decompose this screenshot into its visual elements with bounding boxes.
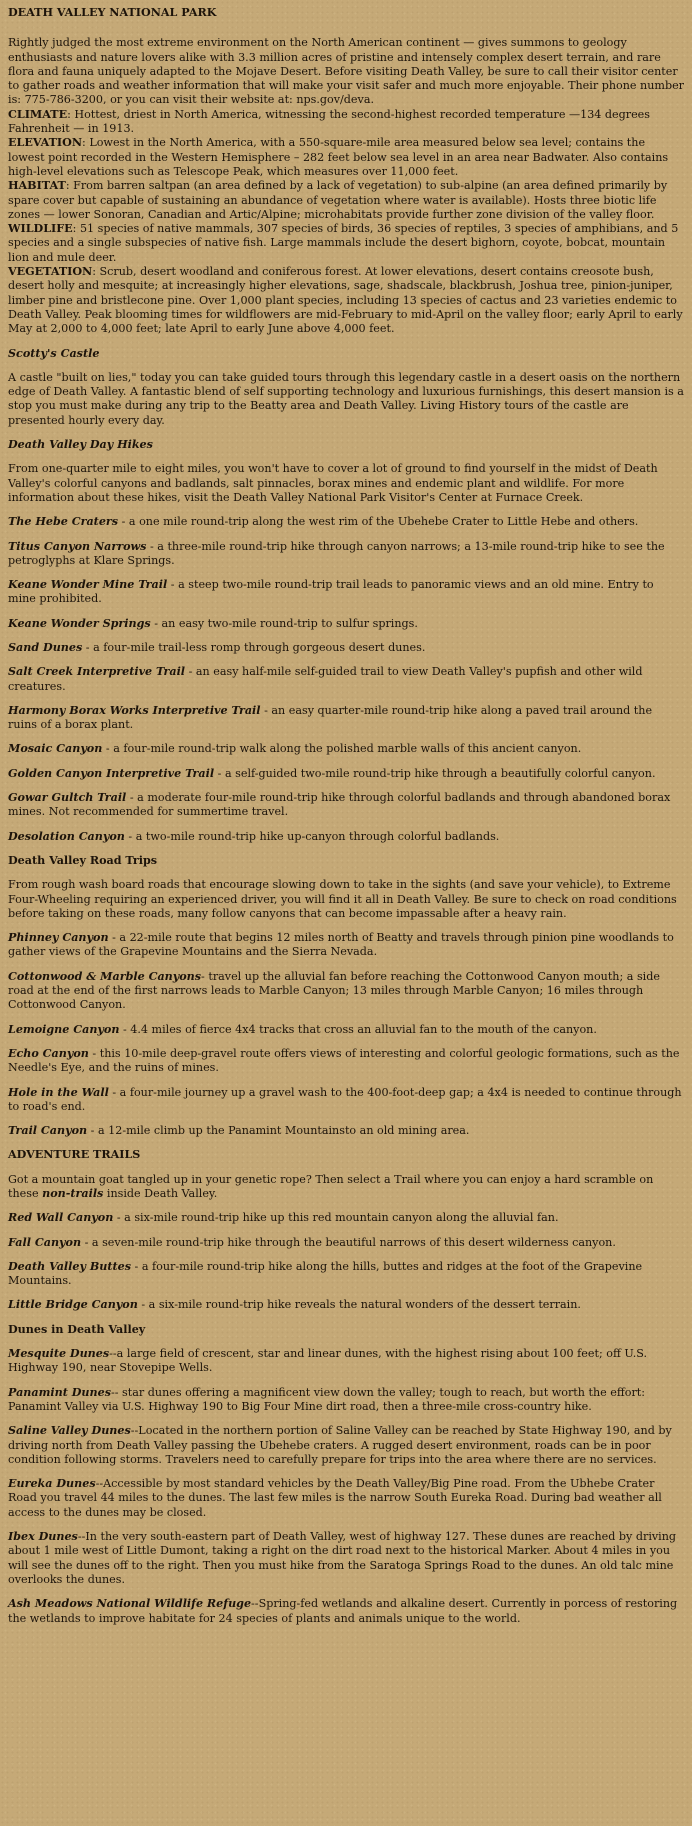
item-name: Death Valley Buttes — [8, 1259, 132, 1273]
item-text: - an easy two-mile round-trip to sulfur springs. — [150, 616, 418, 630]
item-text: - a 22-mile route that begins 12 miles north of Beatty and travels through pinion pine woodlands to gather views of the Grapevine Mountains and the Sierra Nevada. — [8, 931, 674, 959]
list-item — [8, 578, 684, 607]
item-name: Titus Canyon Narrows — [8, 539, 147, 553]
list-item — [8, 1211, 684, 1225]
item-name: Mosaic Canyon — [8, 742, 103, 756]
list-item — [8, 1477, 684, 1520]
list-item — [8, 641, 684, 655]
list-item — [8, 665, 684, 694]
item-text: - a moderate four-mile round-trip hike through colorful badlands and through abandoned borax mines. Not recommended for summertime travel. — [8, 791, 671, 819]
list-item — [8, 1424, 684, 1467]
fact-text: : From barren saltpan (an area defined by a lack of vegetation) to sub-alpine (an area defined primarily by spare cover but capable of sustaining an abundance of vegetation where water is available). Hosts three biotic life zones — lower Sonoran, Canadian and Artic/Alpine; microhabitats provide further zone division of the valley floor. — [8, 179, 668, 221]
item-name: Red Wall Canyon — [8, 1211, 114, 1225]
item-name: Little Bridge Canyon — [8, 1298, 138, 1312]
item-name: Golden Canyon Interpretive Trail — [8, 766, 215, 780]
adventure-trails-intro — [8, 1173, 684, 1202]
list-item — [8, 1386, 684, 1415]
item-text: -- star dunes offering a magnificent view down the valley; tough to reach, but worth the effort: Panamint Valley via U.S. Highway 190 to Big Four Mine dirt road, then a three-mile cross-country hike. — [8, 1385, 646, 1413]
day-hikes-intro: From one-quarter mile to eight miles, you won't have to cover a lot of ground to find yourself in the midst of Death Valley's colorful canyons and badlands, salt pinnacles, borax mines and endemic plant and wildlife. For more information about these hikes, visit the Death Valley National Park Visitor's Center at Furnace Creek. — [8, 462, 658, 504]
list-item — [8, 1530, 684, 1587]
item-name: Salt Creek Interpretive Trail — [8, 665, 186, 679]
item-name: Keane Wonder Mine Trail — [8, 578, 168, 592]
fact-text: : Scrub, desert woodland and coniferous forest. At lower elevations, desert contains creosote bush, desert holly and mesquite; at increasingly higher elevations, sage, shadscale, blackbrush, Joshua tree, pinion-juniper, limber pine and bristlecone pine. Over 1,000 plant species, including 13 species of cactus and 23 varieties endemic to Death Valley. Peak blooming times for wildflowers are mid-February to mid-April on the valley floor; early April to early May at 2,000 to 4,000 feet; late April to early June above 4,000 feet. — [8, 265, 683, 336]
fact-vegetation — [8, 265, 684, 336]
section-heading-dunes: Dunes in Death Valley — [8, 1322, 146, 1336]
item-text: --a large field of crescent, star and linear dunes, with the highest rising about 100 feet; off U.S. Highway 190, near Stovepipe Wells. — [8, 1347, 648, 1375]
item-name: Gowar Gultch Trail — [8, 791, 127, 805]
section-heading-road-trips: Death Valley Road Trips — [8, 853, 158, 867]
list-item — [8, 931, 684, 960]
list-item — [8, 742, 684, 756]
section-heading-scottys-castle: Scotty's Castle — [8, 346, 100, 360]
item-name: Trail Canyon — [8, 1124, 88, 1138]
fact-habitat — [8, 179, 684, 222]
intro-paragraph: Rightly judged the most extreme environment on the North American continent — gives summons to geology enthusiasts and nature lovers alike with 3.3 million acres of pristine and intensely complex desert terrain, and rare flora and fauna uniquely adapted to the Mojave Desert. Before visiting Death Valley, be sure to call their visitor center to gather roads and weather information that will make your visit safer and much more enjoyable. Their phone number is: 775-786-3200, or you can visit their website at: nps.gov/deva. — [8, 36, 684, 107]
item-name: Panamint Dunes — [8, 1385, 111, 1399]
item-name: Desolation Canyon — [8, 829, 125, 843]
list-item — [8, 970, 684, 1013]
fact-label: VEGETATION — [8, 265, 93, 279]
item-name: Keane Wonder Springs — [8, 616, 151, 630]
list-item — [8, 1298, 684, 1312]
item-name: Saline Valley Dunes — [8, 1424, 131, 1438]
item-text: --In the very south-eastern part of Death Valley, west of highway 127. These dunes are reached by driving about 1 mile west of Little Dumont, taking a right on the dirt road next to the historical Marker. About 4 miles in you will see the dunes off to the right. Then you must hike from the Saratoga Springs Road to the dunes. An old talc mine overlooks the dunes. — [8, 1530, 677, 1586]
list-item — [8, 791, 684, 820]
item-text: --Spring-fed wetlands and alkaline desert. Currently in porcess of restoring the wetlands to improve habitate for 24 species of plants and animals unique to the world. — [8, 1597, 678, 1625]
dunes-list — [8, 1347, 684, 1626]
list-item — [8, 1597, 684, 1626]
item-text: --Accessible by most standard vehicles by the Death Valley/Big Pine road. From the Ubhebe Crater Road you travel 44 miles to the dunes. The last few miles is the narrow South Eureka Road. During bad weather all access to the dunes may be closed. — [8, 1477, 662, 1519]
item-text: - a one mile round-trip along the west rim of the Ubehebe Crater to Little Hebe and others. — [118, 515, 639, 529]
list-item — [8, 1023, 684, 1037]
fact-elevation — [8, 136, 684, 179]
list-item — [8, 830, 684, 844]
section-heading-day-hikes: Death Valley Day Hikes — [8, 438, 153, 452]
item-text: - a four-mile round-trip hike along the hills, buttes and ridges at the foot of the Grapevine Mountains. — [8, 1259, 643, 1288]
intro-text: inside Death Valley. — [103, 1187, 218, 1200]
item-text: - a six-mile round-trip hike reveals the natural wonders of the dessert terrain. — [137, 1298, 581, 1312]
fact-label: ELEVATION — [8, 136, 83, 150]
item-name: Ibex Dunes — [8, 1530, 78, 1544]
fact-text: : 51 species of native mammals, 307 species of birds, 36 species of reptiles, 3 species of amphibians, and 5 species and a single subspecies of native fish. Large mammals include the desert bighorn, coyote, bobcat, mountain lion and mule deer. — [8, 222, 679, 264]
item-name: Echo Canyon — [8, 1046, 89, 1060]
item-text: - 4.4 miles of fierce 4x4 tracks that cross an alluvial fan to the mouth of the canyon. — [119, 1022, 597, 1036]
road-trips-list — [8, 931, 684, 1138]
item-text: condition following storms. Travelers need to carefully prepare for trips into the area where there are no services. — [8, 1452, 657, 1466]
fact-wildlife — [8, 222, 684, 265]
item-name: Mesquite Dunes — [8, 1347, 110, 1361]
list-item — [8, 704, 684, 733]
list-item — [8, 1260, 684, 1289]
intro-text: Got a mountain goat tangled up in your genetic rope? Then select a Trail where you can enjoy a hard scramble on these — [8, 1172, 654, 1200]
list-item — [8, 515, 684, 529]
section-heading-adventure-trails: ADVENTURE TRAILS — [8, 1148, 141, 1162]
item-text: - a six-mile round-trip hike up this red mountain canyon along the alluvial fan. — [113, 1211, 559, 1225]
item-name: Phinney Canyon — [8, 931, 109, 945]
item-name: Fall Canyon — [8, 1235, 82, 1249]
item-text: --Located in the northern portion of Saline Valley can be reached by State Highway 190, and by driving north from Death Valley passing the Ubehebe craters. A rugged desert environment, roads can be in poor — [8, 1424, 672, 1452]
scottys-castle-paragraph: A castle "built on lies," today you can take guided tours through this legendary castle in a desert oasis on the northern edge of Death Valley. A fantastic blend of self supporting technology and luxurious furnishings, this desert mansion is a stop you must make during any trip to the Beatty area and Death Valley. Living History tours of the castle are presented hourly every day. — [8, 370, 684, 427]
emphasis-text: non-trails — [42, 1187, 104, 1200]
item-text: - a four-mile journey up a gravel wash to the 400-foot-deep gap; a 4x4 is needed to continue through to road's end. — [8, 1085, 682, 1113]
list-item — [8, 1347, 684, 1376]
item-text: - an easy quarter-mile round-trip hike along a paved trail around the ruins of a borax plant. — [8, 703, 653, 732]
item-name: Sand Dunes — [8, 640, 83, 654]
fact-text: : Lowest in the North America, with a 550-square-mile area measured below sea level; contains the lowest point recorded in the Western Hemisphere – 282 feet below sea level in an area near Badwater. Also contains high-level elevations such as Telescope Peak, which measures over 11,000 feet. — [8, 136, 669, 178]
fact-label: HABITAT — [8, 179, 66, 193]
list-item — [8, 1086, 684, 1115]
adventure-trails-list — [8, 1211, 684, 1312]
item-name: Cottonwood & Marble Canyons — [8, 969, 202, 983]
list-item — [8, 617, 684, 631]
item-name: Harmony Borax Works Interpretive Trail — [8, 703, 261, 717]
list-item — [8, 767, 684, 781]
list-item — [8, 540, 684, 569]
fact-text: : Hottest, driest in North America, witnessing the second-highest recorded temperature —134 degrees Fahrenheit — in 1913. — [8, 107, 650, 136]
item-text: - a 12-mile climb up the Panamint Mountainsto an old mining area. — [87, 1124, 470, 1138]
item-text: - this 10-mile deep-gravel route offers views of interesting and colorful geologic formations, such as the Needle's Eye, and the ruins of mines. — [8, 1046, 680, 1075]
item-name: Hole in the Wall — [8, 1085, 109, 1099]
item-text: - a four-mile round-trip walk along the polished marble walls of this ancient canyon. — [102, 742, 582, 756]
item-text: - a four-mile trail-less romp through gorgeous desert dunes. — [82, 640, 426, 654]
day-hikes-list — [8, 515, 684, 844]
item-name: Eureka Dunes — [8, 1477, 96, 1491]
item-text: - a seven-mile round-trip hike through the beautiful narrows of this desert wilderness canyon. — [81, 1235, 616, 1249]
item-text: - an easy half-mile self-guided trail to view Death Valley's pupfish and other wild creatures. — [8, 665, 643, 693]
list-item — [8, 1047, 684, 1076]
road-trips-intro: From rough wash board roads that encourage slowing down to take in the sights (and save your vehicle), to Extreme Four-Wheeling requiring an experienced driver, you will find it all in Death Valley. Be sure to check on road conditions before taking on these roads, many follow canyons that can become impassable after a heavy rain. — [8, 878, 677, 920]
item-text: - a three-mile round-trip hike through canyon narrows; a 13-mile round-trip hike to see the petroglyphs at Klare Springs. — [8, 539, 665, 567]
fact-label: WILDLIFE — [8, 222, 73, 236]
fact-climate — [8, 108, 684, 137]
list-item — [8, 1236, 684, 1250]
item-name: Ash Meadows National Wildlife Refuge — [8, 1597, 252, 1611]
item-text: - travel up the alluvial fan before reaching the Cottonwood Canyon mouth; a side road at the end of the first narrows leads to Marble Canyon; 13 miles through Marble Canyon; 16 miles through Cottonwood Canyon. — [8, 969, 660, 1012]
facts-list — [8, 108, 684, 337]
list-item — [8, 1124, 684, 1138]
item-text: - a self-guided two-mile round-trip hike through a beautifully colorful canyon. — [214, 766, 656, 780]
item-text: - a two-mile round-trip hike up-canyon through colorful badlands. — [124, 829, 500, 843]
item-name: Lemoigne Canyon — [8, 1022, 120, 1036]
page-title: DEATH VALLEY NATIONAL PARK — [8, 6, 217, 19]
fact-label: CLIMATE — [8, 107, 68, 121]
item-name: The Hebe Craters — [8, 515, 119, 529]
item-text: - a steep two-mile round-trip trail leads to panoramic views and an old mine. Entry to mine prohibited. — [8, 578, 654, 606]
